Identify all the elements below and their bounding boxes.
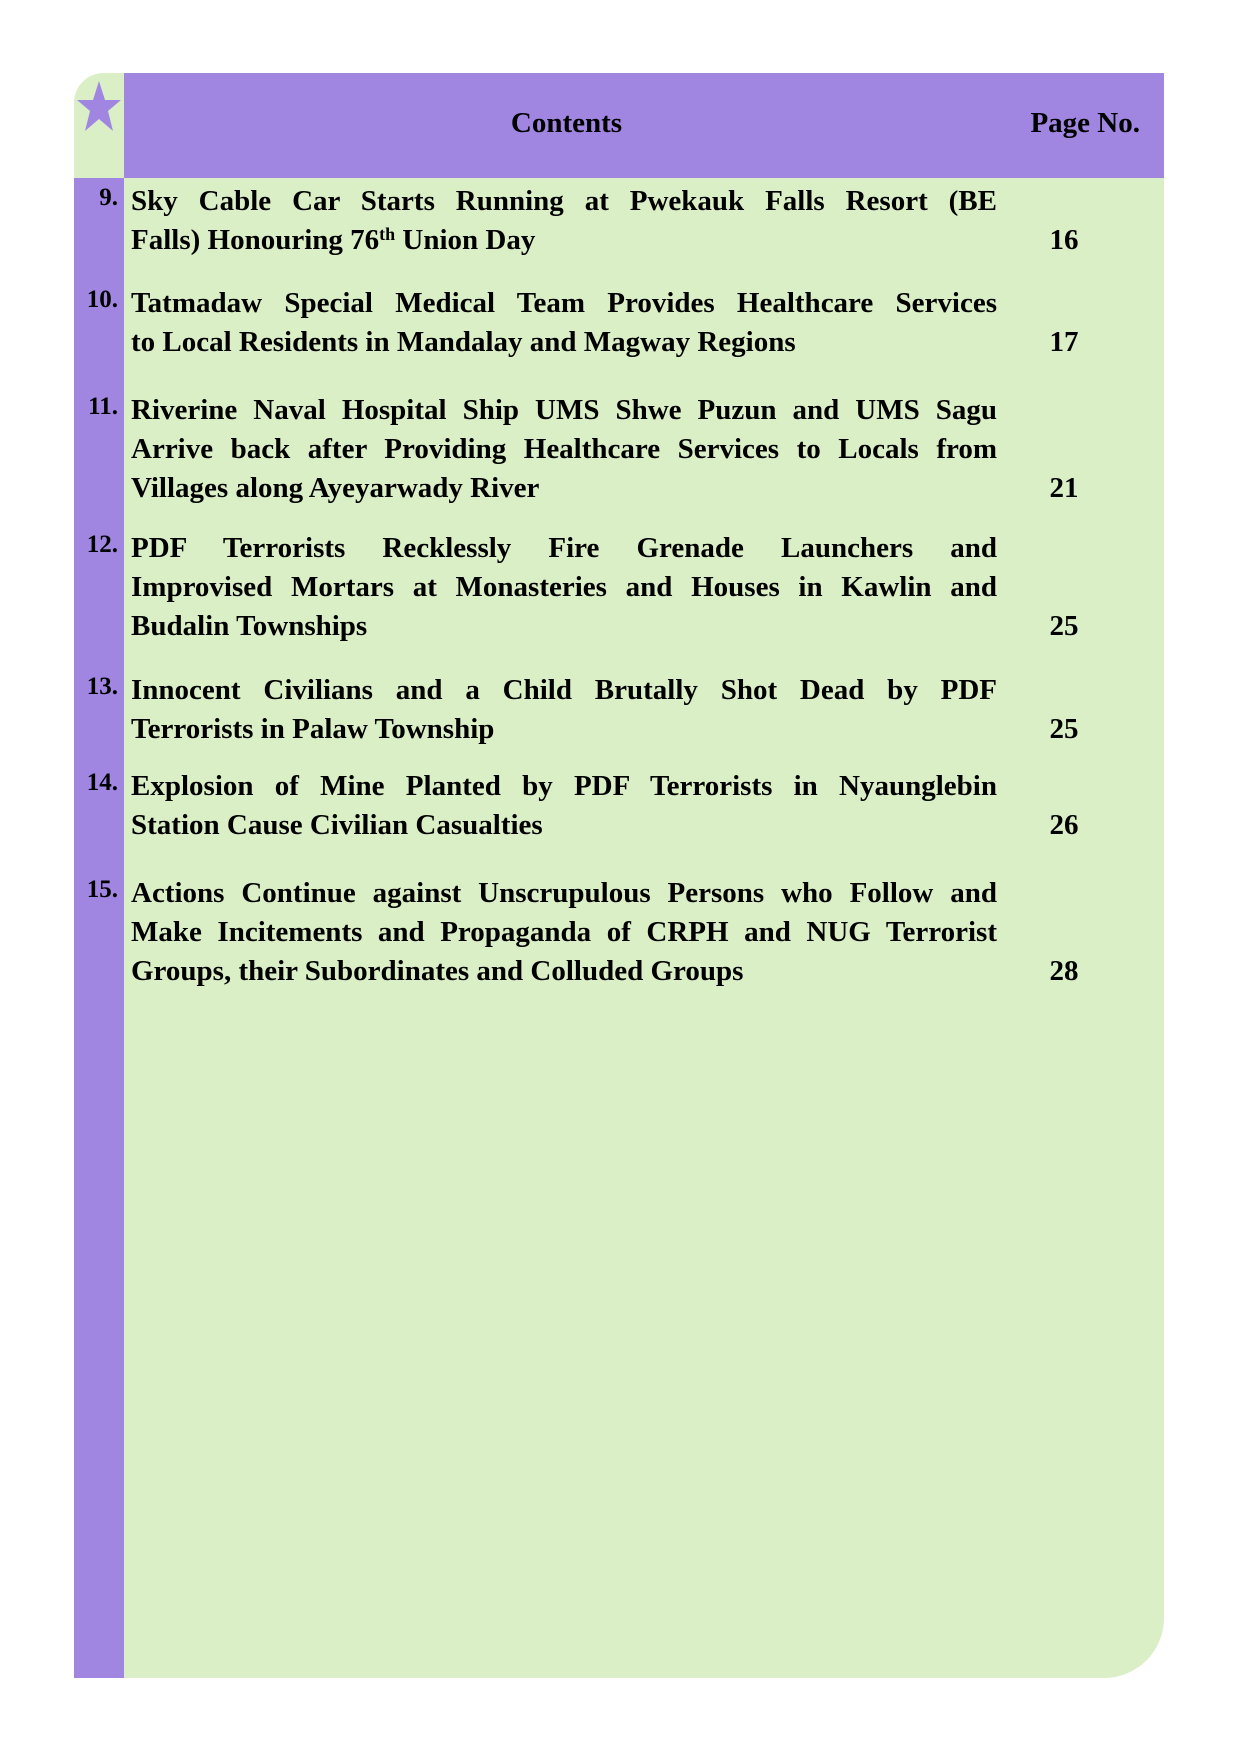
contents-header — [124, 73, 1164, 178]
contents-title: Contents — [510, 107, 623, 139]
entry-title — [131, 767, 997, 845]
entry-title — [131, 391, 997, 508]
entry-title-line: Improvised Mortars at Monasteries and Houses in Kawlin and — [131, 571, 997, 603]
entry-title-line: Station Cause Civilian Casualties — [131, 809, 543, 841]
entry-number: 9. — [99, 184, 118, 211]
entry-page-number: 17 — [1049, 326, 1079, 358]
entry-title — [131, 529, 997, 646]
entry-title — [131, 182, 997, 260]
entry-title-line: Explosion of Mine Planted by PDF Terrorists in Nyaunglebin — [131, 770, 997, 802]
entry-title-line: PDF Terrorists Recklessly Fire Grenade Launchers and — [131, 532, 997, 564]
entry-title-line: Terrorists in Palaw Township — [131, 713, 495, 745]
entry-title — [131, 284, 997, 362]
entry-number: 13. — [86, 673, 118, 700]
entry-title-line: Arrive back after Providing Healthcare Services to Locals from — [131, 433, 997, 465]
entry-title-line: Make Incitements and Propaganda of CRPH and NUG Terrorist — [131, 916, 997, 948]
entry-page-number: 25 — [1049, 610, 1079, 642]
entry-title — [131, 874, 997, 991]
entry-number: 11. — [88, 393, 118, 420]
entry-title-line: Budalin Townships — [131, 610, 368, 642]
star-icon — [76, 79, 122, 135]
entry-title-text: Falls) Honouring 76 — [131, 224, 380, 256]
entry-page-number: 16 — [1049, 224, 1079, 256]
entry-title-line — [131, 221, 997, 260]
entry-number: 10. — [86, 286, 118, 313]
entry-title-line: Sky Cable Car Starts Running at Pwekauk Falls Resort (BE — [131, 185, 997, 217]
corner-box — [74, 73, 124, 178]
entry-title-text: Union Day — [395, 224, 536, 256]
entry-title-line: Villages along Ayeyarwady River — [131, 472, 540, 504]
entry-title-line: Riverine Naval Hospital Ship UMS Shwe Puzun and UMS Sagu — [131, 394, 997, 426]
entry-page-number: 28 — [1049, 955, 1079, 987]
entry-number: 12. — [86, 531, 118, 558]
page-number-label: Page No. — [1030, 107, 1140, 139]
entry-number: 14. — [86, 769, 118, 796]
entry-number: 15. — [86, 876, 118, 903]
superscript: th — [379, 224, 396, 244]
entry-title-line: to Local Residents in Mandalay and Magway Regions — [131, 326, 796, 358]
entry-title — [131, 671, 997, 749]
entry-page-number: 26 — [1049, 809, 1079, 841]
entry-page-number: 21 — [1049, 472, 1079, 504]
contents-panel — [74, 73, 1164, 1678]
entry-page-number: 25 — [1049, 713, 1079, 745]
entry-title-line: Actions Continue against Unscrupulous Persons who Follow and — [131, 877, 997, 909]
entry-title-line: Groups, their Subordinates and Colluded Groups — [131, 955, 744, 987]
entry-title-line: Tatmadaw Special Medical Team Provides Healthcare Services — [131, 287, 997, 319]
entry-title-line: Innocent Civilians and a Child Brutally Shot Dead by PDF — [131, 674, 997, 706]
